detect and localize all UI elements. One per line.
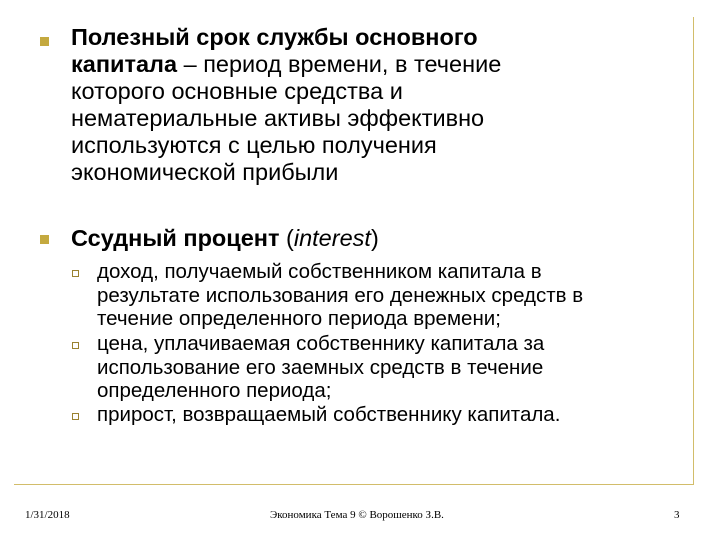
- slide-frame-right-border: [693, 17, 694, 485]
- bullet-1-line-6: экономической прибыли: [71, 159, 339, 185]
- footer-center-text: Экономика Тема 9 © Ворошенко З.В.: [270, 509, 444, 521]
- checkbox-bullet-icon: [72, 270, 79, 277]
- bullet-2-title: Ссудный процент (interest): [71, 225, 379, 251]
- subitem-3-text: прирост, возвращаемый собственнику капитала.: [97, 403, 561, 426]
- bullet-1-line-1: Полезный срок службы основного: [71, 24, 478, 50]
- bullet-1-text: [71, 24, 501, 186]
- bullet-1-line-3: которого основные средства и: [71, 78, 403, 104]
- slide-frame-bottom-border: [14, 484, 694, 485]
- bullet-2-title-italic: interest: [293, 225, 371, 251]
- bullet-square-icon: [40, 235, 49, 244]
- subitem-2-text: цена, уплачиваемая собственнику капитала за использование его заемных средств в течение определенного периода;: [97, 332, 545, 402]
- bullet-2-title-bold: Ссудный процент: [71, 225, 280, 251]
- footer-date: 1/31/2018: [25, 509, 70, 521]
- checkbox-bullet-icon: [72, 342, 79, 349]
- bullet-1-line-2: капитала – период времени, в течение: [71, 51, 502, 77]
- bullet-square-icon: [40, 37, 49, 46]
- footer-page-number: 3: [674, 509, 680, 521]
- checkbox-bullet-icon: [72, 413, 79, 420]
- subitem-1-text: доход, получаемый собственником капитала в результате использования его денежных средств в течение определенного периода времени;: [97, 260, 584, 330]
- bullet-1-line-5: используются с целью получения: [71, 132, 437, 158]
- bullet-1-line-4: нематериальные активы эффективно: [71, 105, 485, 131]
